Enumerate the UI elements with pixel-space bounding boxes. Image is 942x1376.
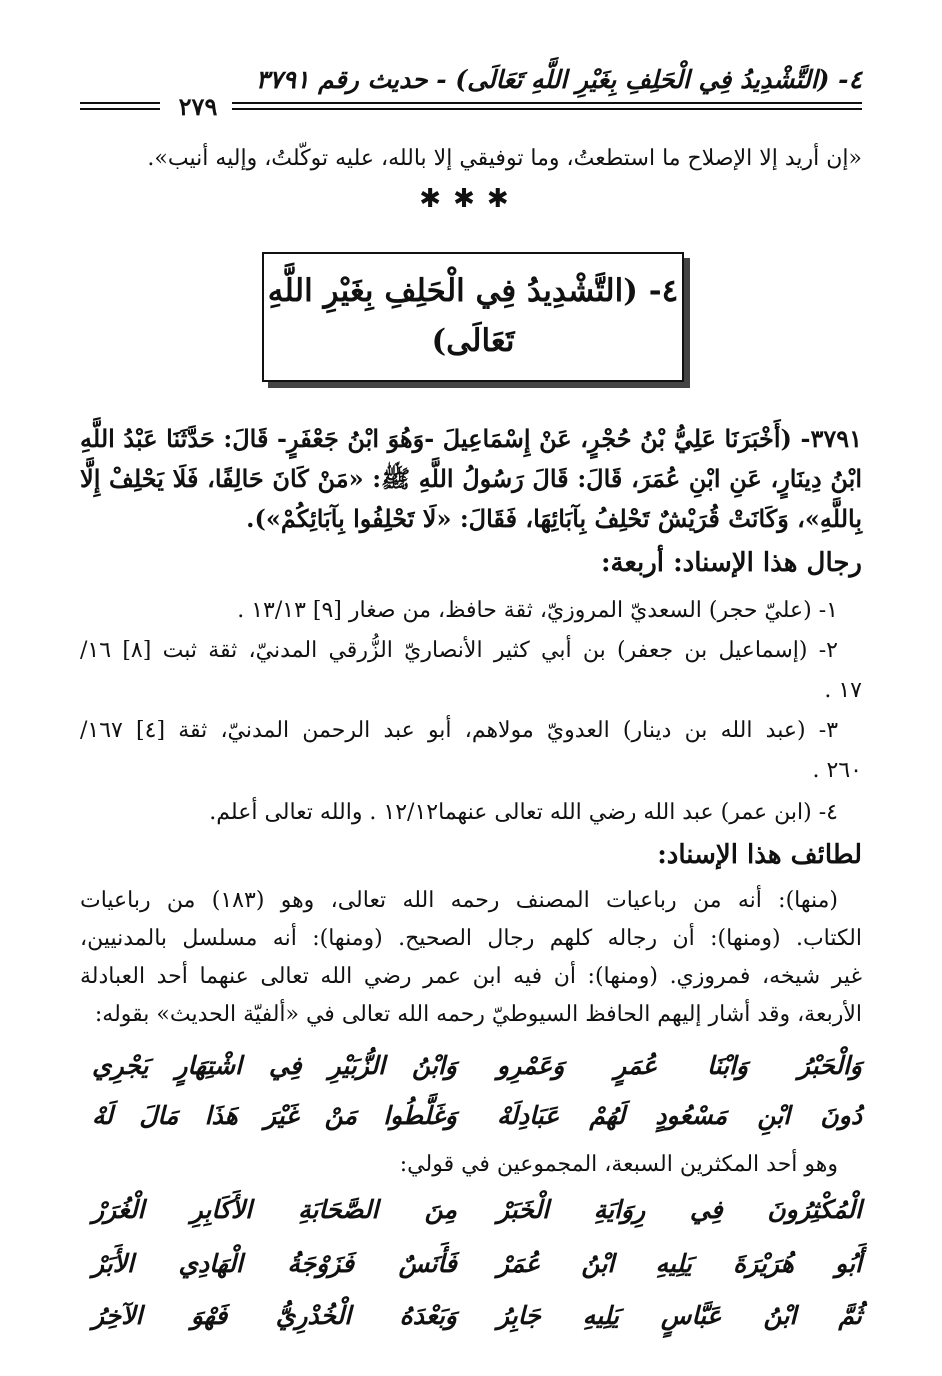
narrator-line: ٤- (ابن عمر) عبد الله رضي الله تعالى عنهما١٢/١٢ . والله تعالى أعلم. (209, 800, 838, 825)
poem-verse (92, 1294, 862, 1338)
poem-hemistich-second: فَأَنَسٌ فَزَوْجَةُ الْهَادِي الأَبَرْ (92, 1249, 457, 1278)
narrator-line: ١- (عليّ حجر) السعديّ المروزيّ، ثقة حافظ، من صغار [٩] ١٣/١٣ . (237, 598, 838, 623)
poem-hemistich-first: وَالْحَبْرُ وَابْنَا عُمَرٍ وَعَمْرِو (497, 1051, 862, 1080)
narrator-line: ٢٦٠ . (812, 758, 862, 783)
chapter-title-box (262, 252, 684, 382)
header-rule-left (80, 102, 160, 114)
subtlety-line: الكتاب. (ومنها): أن رجاله كلهم رجال الصحيح. (ومنها): أنه مسلسل بالمدنيين، (80, 926, 862, 951)
poem-hemistich-first: أَبُو هُرَيْرَةَ يَلِيهِ ابْنُ عُمَرْ (497, 1249, 862, 1278)
subtlety-line: الأربعة، وقد أشار إليهم الحافظ السيوطيّ رحمه الله تعالى في «ألفيّة الحديث» بقوله: (94, 1002, 862, 1027)
page-number: ٢٧٩ (178, 92, 218, 121)
star-glyph: ✱ (419, 184, 454, 214)
subtlety-line: غير شيخه، فمروزي. (ومنها): أن فيه ابن عمر رضي الله تعالى عنهما أحد العبادلة (80, 964, 862, 989)
chapter-title-line: تَعَالَى) (431, 323, 515, 359)
poem-verse (92, 1044, 862, 1088)
narrator-line: ٢- (إسماعيل بن جعفر) بن أبي كثير الأنصاريّ الزُّرقي المدنيّ، ثقة ثبت [٨] ١٦/ (80, 638, 838, 663)
section-heading: لطائف هذا الإسناد: (657, 840, 862, 870)
star-glyph: ✱ (486, 184, 521, 214)
hadith-line: ٣٧٩١- (أَخْبَرَنَا عَلِيُّ بْنُ حُجْرٍ، عَنْ إِسْمَاعِيلَ -وَهُوَ ابْنُ جَعْفَرٍ- قَالَ: حَدَّثَنَا عَبْدُ اللَّهِ (80, 424, 862, 453)
poem-verse (92, 1242, 862, 1286)
chapter-title-line: ٤- (التَّشْدِيدُ فِي الْحَلِفِ بِغَيْرِ اللَّهِ (267, 273, 679, 309)
poem-verse (92, 1188, 862, 1232)
poem-hemistich-second: وَبَعْدَهُ الْخُدْرِيُّ فَهْوَ الآخِرُ (92, 1301, 457, 1330)
poem-hemistich-second: وَابْنُ الزُّبَيْرِ فِي اشْتِهَارٍ يَجْرِي (92, 1051, 457, 1080)
subtlety-line: (منها): أنه من رباعيات المصنف رحمه الله تعالى، وهو (١٨٣) من رباعيات (80, 888, 838, 913)
header-rule (80, 92, 862, 122)
closing-verse: «إن أريد إلا الإصلاح ما استطعتُ، وما توفيقي إلا بالله، عليه توكّلتُ، وإليه أنيب». (147, 146, 862, 171)
section-heading: رجال هذا الإسناد: أربعة: (600, 548, 862, 578)
hadith-line: ابْنُ دِينَارٍ، عَنِ ابْنِ عُمَرَ، قَالَ: قَالَ رَسُولُ اللَّهِ ﷺ: «مَنْ كَانَ حَالِفًا، فَلَا يَحْلِفْ إِلَّا (80, 464, 862, 493)
poem-hemistich-second: مِنَ الصَّحَابَةِ الأَكَابِرِ الْغُرَرْ (92, 1195, 457, 1224)
bridge-line: وهو أحد المكثرين السبعة، المجموعين في قولي: (399, 1152, 838, 1177)
running-header: ٤- (التَّشْدِيدُ فِي الْحَلِفِ بِغَيْرِ اللَّهِ تَعَالَى) - حديث رقم ٣٧٩١ (255, 64, 862, 94)
header-rule-right (232, 102, 862, 114)
poem-hemistich-second: وَغَلَّطُوا مَنْ غَيْرَ هَذَا مَالَ لَهْ (92, 1101, 457, 1130)
poem-hemistich-first: الْمُكْثِرُونَ فِي رِوَايَةِ الْخَبَرْ (497, 1195, 862, 1224)
narrator-line: ١٧ . (824, 678, 862, 703)
poem-verse (92, 1094, 862, 1138)
section-divider (410, 184, 530, 214)
narrator-line: ٣- (عبد الله بن دينار) العدويّ مولاهم، أبو عبد الرحمن المدنيّ، ثقة [٤] ١٦٧/ (80, 718, 839, 743)
poem-hemistich-first: ثُمَّ ابْنُ عَبَّاسٍ يَلِيهِ جَابِرُ (497, 1301, 862, 1330)
star-glyph: ✱ (453, 184, 487, 214)
poem-hemistich-first: دُونَ ابْنِ مَسْعُودٍ لَهُمْ عَبَادِلَهْ (497, 1101, 862, 1130)
hadith-line: بِاللَّهِ»، وَكَانَتْ قُرَيْشٌ تَحْلِفُ بِآبَائِهَا، فَقَالَ: «لَا تَحْلِفُوا بِآبَائِكُمْ»). (246, 504, 862, 533)
